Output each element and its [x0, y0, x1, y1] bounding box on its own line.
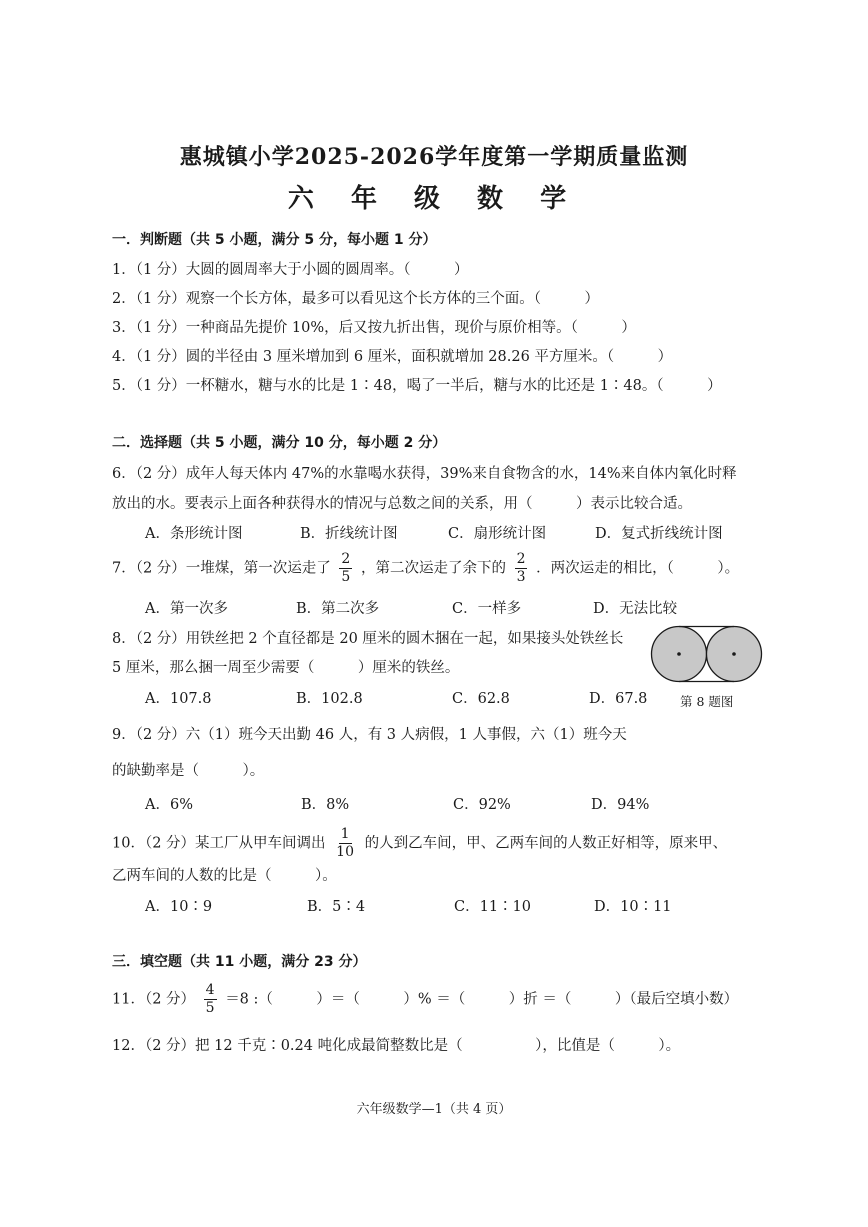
q11-text-2: ＝8 :（ ）＝（ ）% ＝（ ）折 ＝（ ）（最后空填小数） [225, 991, 739, 1008]
question-5: 5．（1 分）一杯糖水，糖与水的比是 1∶48，喝了一半后，糖与水的比还是 1∶48。（ ） [112, 378, 722, 394]
q7-frac1-num: 2 [341, 551, 351, 567]
q7-frac2-den: 3 [516, 569, 526, 585]
question-8-line1: 8．（2 分）用铁丝把 2 个直径都是 20 厘米的圆木捆在一起，如果接头处铁丝长 [112, 631, 624, 647]
q11-frac-den: 5 [205, 1000, 215, 1016]
question-2: 2．（1 分）观察一个长方体，最多可以看见这个长方体的三个面。（ ） [112, 291, 600, 307]
section2-heading: 二．选择题（共 5 小题，满分 10 分，每小题 2 分） [112, 435, 447, 451]
question-3: 3．（1 分）一种商品先提价 10%，后又按九折出售，现价与原价相等。（ ） [112, 320, 636, 336]
q8-option-a: A．107.8 [145, 691, 212, 707]
q7-text-1: 7．（2 分）一堆煤，第一次运走了 [112, 560, 331, 577]
q10-text-2: 的人到乙车间，甲、乙两车间的人数正好相等，原来甲、 [364, 835, 728, 852]
question-9-line2: 的缺勤率是（ ）。 [112, 763, 265, 779]
question-7 [112, 551, 739, 586]
q8-option-d: D．67.8 [589, 691, 648, 707]
q9-option-a: A．6% [145, 797, 193, 813]
q7-frac2-num: 2 [516, 551, 526, 567]
q7-text-2: ，第二次运走了余下的 [360, 560, 506, 577]
q11-text-1: 11．（2 分） [112, 991, 196, 1008]
exam-title: 惠城镇小学2025-2026学年度第一学期质量监测 [179, 144, 689, 170]
question-9-line1: 9．（2 分）六（1）班今天出勤 46 人，有 3 人病假，1 人事假，六（1）班今天 [112, 727, 627, 743]
q8-option-c: C．62.8 [452, 691, 510, 707]
section3-heading: 三．填空题（共 11 小题，满分 23 分） [112, 954, 367, 970]
q9-option-b: B．8% [301, 797, 350, 813]
q10-option-c: C．11∶10 [454, 899, 531, 915]
q6-option-a: A．条形统计图 [145, 526, 243, 542]
center-dot-left [677, 652, 681, 656]
q7-option-b: B．第二次多 [296, 601, 380, 617]
question-10-line2: 乙两车间的人数的比是（ ）。 [112, 868, 337, 884]
question-6-line1: 6．（2 分）成年人每天体内 47%的水靠喝水获得，39%来自食物含的水，14%来自体内氧化时释 [112, 466, 737, 482]
question-6-line2: 放出的水。要表示上面各种获得水的情况与总数之间的关系，用（ ）表示比较合适。 [112, 496, 692, 512]
exam-subtitle: 六 年 级 数 学 [287, 184, 581, 214]
two-logs-figure [648, 622, 766, 688]
q9-option-d: D．94% [591, 797, 650, 813]
q11-fraction [204, 982, 217, 1017]
q9-option-c: C．92% [453, 797, 511, 813]
q7-frac1-den: 5 [341, 569, 351, 585]
q8-option-b: B．102.8 [296, 691, 363, 707]
q10-option-d: D．10∶11 [594, 899, 672, 915]
question-11 [112, 982, 738, 1017]
center-dot-right [732, 652, 736, 656]
q7-fraction-2 [515, 551, 528, 586]
q10-frac-den: 10 [336, 844, 354, 860]
q7-option-d: D．无法比较 [593, 601, 678, 617]
q10-option-b: B．5∶4 [307, 899, 366, 915]
q10-frac-num: 1 [340, 826, 350, 842]
q7-option-a: A．第一次多 [145, 601, 228, 617]
question-4: 4．（1 分）圆的半径由 3 厘米增加到 6 厘米，面积就增加 28.26 平方厘米。（ ） [112, 349, 673, 365]
q7-option-c: C．一样多 [452, 601, 522, 617]
q10-fraction [334, 826, 356, 861]
q10-text-1: 10．（2 分）某工厂从甲车间调出 [112, 835, 326, 852]
question-10-line1 [112, 826, 727, 861]
section1-heading: 一．判断题（共 5 小题，满分 5 分，每小题 1 分） [112, 232, 437, 248]
question-12: 12．（2 分）把 12 千克∶0.24 吨化成最简整数比是（ ），比值是（ ）。 [112, 1038, 681, 1054]
q6-option-b: B．折线统计图 [300, 526, 398, 542]
page-footer: 六年级数学—1（共 4 页） [356, 1102, 512, 1117]
q6-option-c: C．扇形统计图 [448, 526, 547, 542]
q7-fraction-1 [339, 551, 352, 586]
q11-frac-num: 4 [205, 982, 215, 998]
q6-option-d: D．复式折线统计图 [595, 526, 723, 542]
q10-option-a: A．10∶9 [145, 899, 213, 915]
figure-caption: 第 8 题图 [680, 694, 734, 709]
q7-text-3: ．两次运走的相比，（ ）。 [536, 560, 740, 577]
question-1: 1．（1 分）大圆的圆周率大于小圆的圆周率。（ ） [112, 262, 469, 278]
question-8-line2: 5 厘米，那么捆一周至少需要（ ）厘米的铁丝。 [112, 660, 460, 676]
